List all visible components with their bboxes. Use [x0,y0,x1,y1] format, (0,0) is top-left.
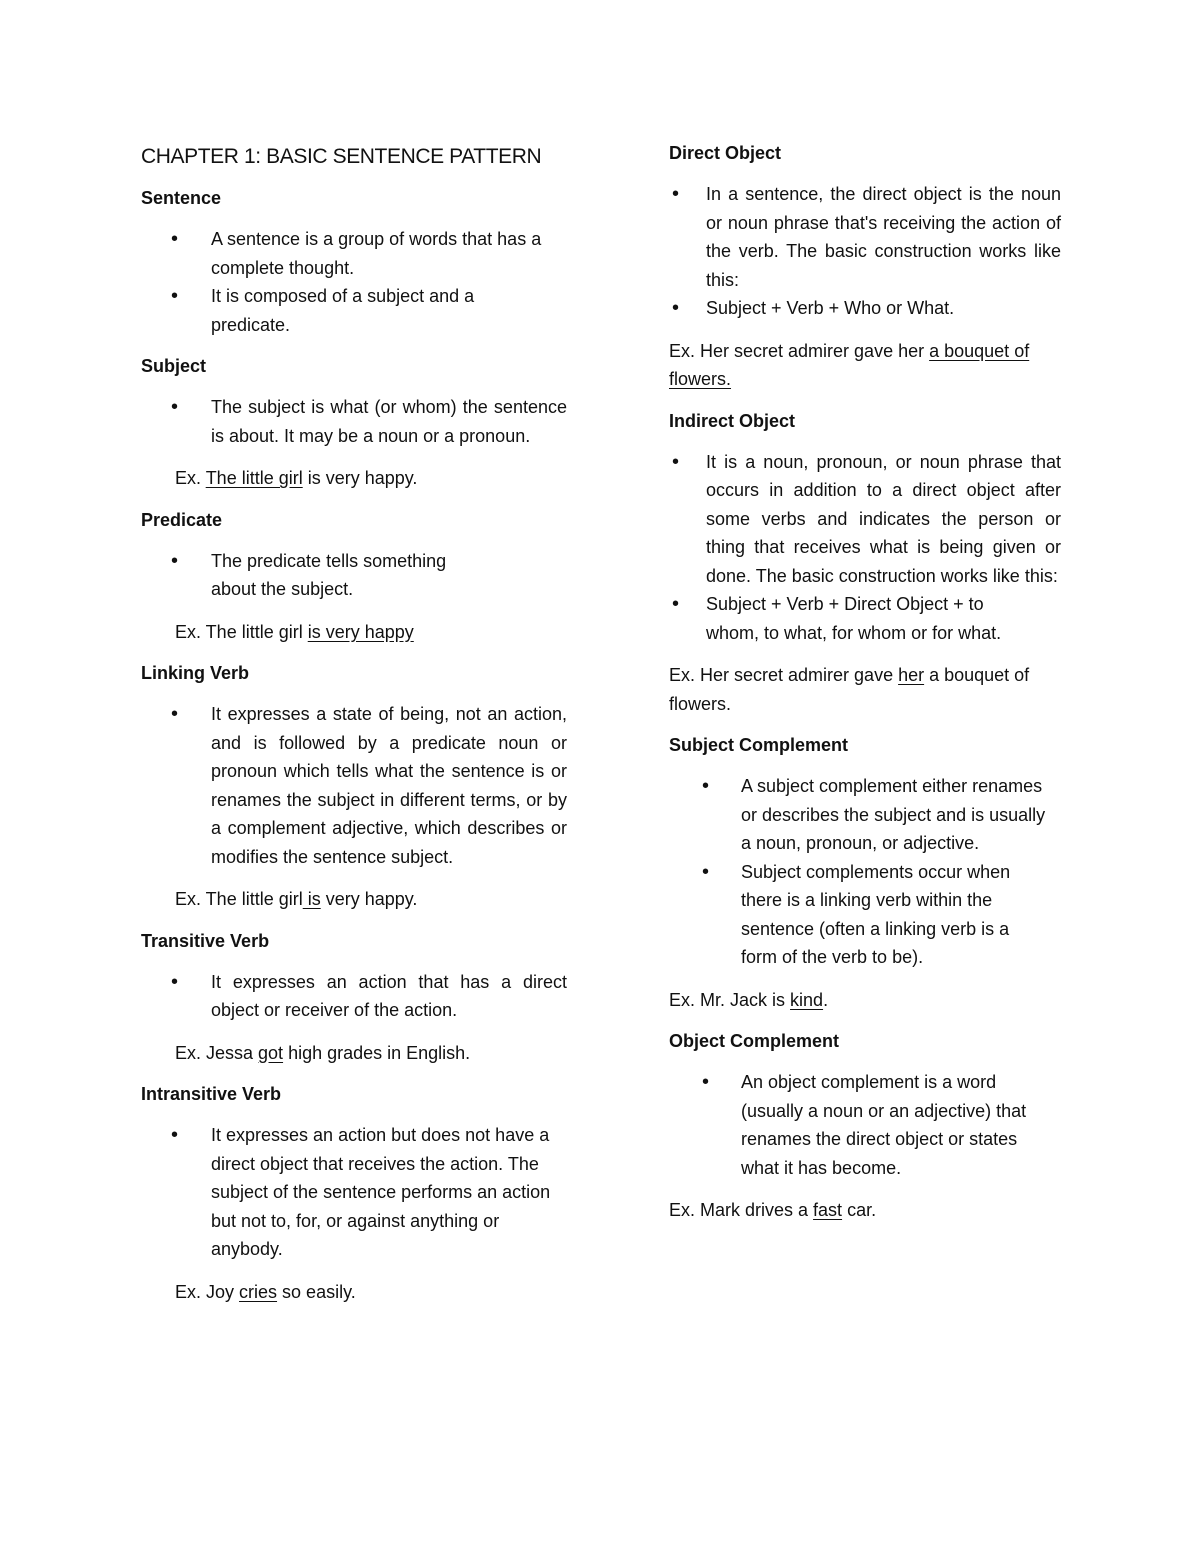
section-heading: Indirect Object [669,410,796,431]
underlined-phrase: is [302,889,321,909]
underlined-phrase: The little girl [205,468,303,488]
bullet-list [669,180,1061,323]
underlined-phrase: kind [790,989,824,1010]
section-sentence [141,185,567,339]
example-sentence: Ex. Joy cries so easily. [175,1281,356,1302]
bullet-item: • In a sentence, the direct object is the noun or noun phrase that's receiving the action of the verb. The basic construction works like this: [669,180,1061,294]
bullet-list [141,547,567,604]
underlined-phrase: got [258,1042,284,1063]
section-indirect-object [669,408,1061,719]
bullet-list [141,225,567,339]
section-object-complement [669,1028,1061,1225]
section-intransitive-verb [141,1081,567,1306]
right-column [669,140,1061,1239]
bullet-list [669,1068,1061,1182]
example-sentence: Ex. Her secret admirer gave her a bouquet of flowers. [669,665,1030,714]
section-predicate [141,507,567,647]
chapter-title: CHAPTER 1: BASIC SENTENCE PATTERN [141,145,542,168]
bullet-item: • The subject is what (or whom) the sentence is about. It may be a noun or a pronoun. [141,393,567,450]
underlined-phrase: a bouquet of flowers. [669,340,1030,389]
section-direct-object [669,140,1061,394]
bullet-item: • An object complement is a word (usually a noun or an adjective) that renames the direct object or states what it has become. [669,1068,1061,1182]
bullet-item: • It expresses an action that has a direct object or receiver of the action. [141,968,567,1025]
example-sentence: Ex. The little girl is very happy. [175,889,418,909]
bullet-list [141,968,567,1025]
section-heading: Transitive Verb [141,930,270,951]
bullet-list [141,393,567,450]
bullet-item: • A subject complement either renames or describes the subject and is usually a noun, pronoun, or adjective. [669,772,1061,858]
section-heading: Predicate [141,509,223,530]
example-sentence: Ex. Mr. Jack is kind. [669,989,829,1010]
bullet-item: • It expresses a state of being, not an action, and is followed by a predicate noun or pronoun which tells what the sentence is or renames the subject in different terms, or by a complement adjective, which describes or modifies the sentence subject. [141,700,567,871]
bullet-item: • It is composed of a subject and a predicate. [141,282,567,339]
bullet-list [669,448,1061,648]
example-sentence: Ex. The little girl is very happy. [175,468,418,488]
section-heading: Intransitive Verb [141,1084,282,1104]
underlined-phrase: her [898,665,925,685]
bullet-item: • Subject + Verb + Who or What. [669,294,1061,323]
bullet-item: • Subject + Verb + Direct Object + to whom, to what, for whom or for what. [669,590,1061,647]
example-sentence: Ex. Mark drives a fast car. [669,1200,877,1220]
section-linking-verb [141,660,567,914]
bullet-item: • It is a noun, pronoun, or noun phrase that occurs in addition to a direct object after some verbs and indicates the person or thing that receives what is being given or done. The basic construction works like this: [669,448,1061,591]
underlined-phrase: cries [239,1281,278,1302]
section-heading: Subject Complement [669,735,849,755]
bullet-list [669,772,1061,972]
example-sentence: Ex. The little girl is very happy [175,621,414,642]
section-heading: Sentence [141,188,222,208]
section-subject-complement [669,732,1061,1014]
section-heading: Direct Object [669,143,782,163]
section-subject [141,353,567,493]
bullet-list [141,700,567,871]
bullet-item: • A sentence is a group of words that has a complete thought. [141,225,567,282]
example-sentence: Ex. Her secret admirer gave her a bouquet of flowers. [669,340,1030,389]
section-heading: Object Complement [669,1031,840,1051]
section-transitive-verb [141,928,567,1068]
underlined-phrase: fast [813,1200,843,1220]
bullet-item: • Subject complements occur when there is a linking verb within the sentence (often a linking verb is a form of the verb to be). [669,858,1061,972]
section-heading: Linking Verb [141,663,250,683]
bullet-item: • It expresses an action but does not have a direct object that receives the action. The subject of the sentence performs an action but not to, for, or against anything or anybody. [141,1121,567,1264]
example-sentence: Ex. Jessa got high grades in English. [175,1042,471,1063]
left-column [141,140,567,1320]
underlined-phrase: is very happy [307,621,414,642]
bullet-list [141,1121,567,1264]
bullet-item: • The predicate tells something about the subject. [141,547,567,604]
section-heading: Subject [141,356,207,376]
